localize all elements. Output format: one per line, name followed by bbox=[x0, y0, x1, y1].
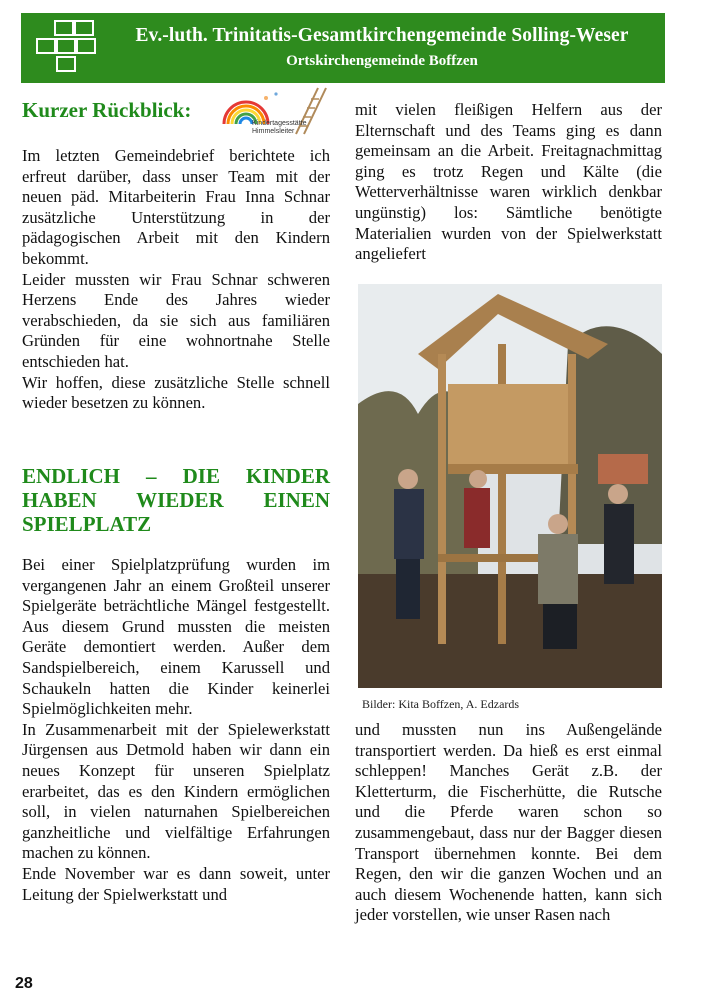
playground-construction-photo bbox=[358, 284, 662, 688]
page-header bbox=[21, 13, 665, 83]
spielplatz-heading: ENDLICH – DIE KINDER HABEN WIEDER EINEN SPIELPLATZ bbox=[22, 464, 330, 536]
right-column-bottom bbox=[355, 720, 662, 926]
rueckblick-heading: Kurzer Rückblick: bbox=[22, 98, 192, 122]
header-title: Ev.-luth. Trinitatis-Gesamtkirchengemeinde Solling-Weser bbox=[135, 25, 629, 46]
spielplatz-paragraph: Bei einer Spielplatzprüfung wurden im vergangenen Jahr an einem Großteil unserer Spielgeräte beträchtliche Mängel festgestellt. Aus diesem Grund mussten die meisten Geräte demontiert werden. Außer dem Sandspielbereich, einem Karussell und Schaukeln hatten die Kinder keinerlei Spielmöglichkeiten mehr. bbox=[22, 555, 330, 719]
church-logo-icon bbox=[33, 19, 99, 77]
header-subtitle: Ortskirchengemeinde Boffzen bbox=[286, 53, 478, 69]
page-number: 28 bbox=[15, 975, 33, 992]
right-column-top bbox=[355, 100, 662, 265]
spielplatz-paragraph: und mussten nun ins Außengelände transportiert werden. Da hieß es erst einmal schleppen! Manches Gerät z.B. der Kletterturm, die Fischerhütte, die Rutsche und die Pferde waren schon so zusammengebaut, dass nur der Bagger diesen Transport übernehmen konnte. Bei dem Regen, den wir die ganzen Wochen und an auch diesem Wochenende hatten, kann sich jeder vorstellen, wie unser Rasen nach bbox=[355, 720, 662, 925]
rueckblick-paragraph: Leider mussten wir Frau Schnar schweren Herzens Ende des Jahres wieder verabschieden, da sie sich aus familiären Gründen für eine wohnortnahe Stelle entschieden hat. bbox=[22, 269, 330, 371]
kita-logo bbox=[220, 86, 330, 142]
spielplatz-paragraph: In Zusammenarbeit mit der Spielewerkstatt Jürgensen aus Detmold haben wir dann ein neues Konzept für unseren Spielplatz erarbeitet, das es den Kindern ermöglichen soll, in vielen naturnahen Spielbereichen ganzheitliche und vielfältige Erfahrungen machen zu können. bbox=[22, 719, 330, 863]
rueckblick-paragraph: Im letzten Gemeindebrief berichtete ich erfreut darüber, dass unser Team mit der neuen päd. Mitarbeiterin Frau Inna Schnar zusätzliche Unterstützung in der pädagogischen Arbeit mit den Kindern bekommt. bbox=[22, 146, 330, 268]
rueckblick-paragraph: Wir hoffen, diese zusätzliche Stelle schnell wieder besetzen zu können. bbox=[22, 372, 330, 413]
photo-caption: Bilder: Kita Boffzen, A. Edzards bbox=[362, 697, 520, 711]
spielplatz-paragraph: mit vielen fleißigen Helfern aus der Elternschaft und des Teams ging es dann gemeinsam an die Arbeit. Freitagnachmittag ging es trotz Regen und Kälte (die Wetterverhältnisse waren wirklich denkbar ungünstig) los: Sämtliche benötigte Materialien wurden von der Spielwerkstatt angeliefert bbox=[355, 100, 662, 264]
spielplatz-left-column bbox=[22, 555, 330, 905]
left-column bbox=[22, 146, 330, 414]
kita-logo-text: Kindertagesstätte Himmelsleiter bbox=[252, 120, 307, 135]
spielplatz-paragraph: Ende November war es dann soweit, unter Leitung der Spielwerkstatt und bbox=[22, 863, 330, 904]
